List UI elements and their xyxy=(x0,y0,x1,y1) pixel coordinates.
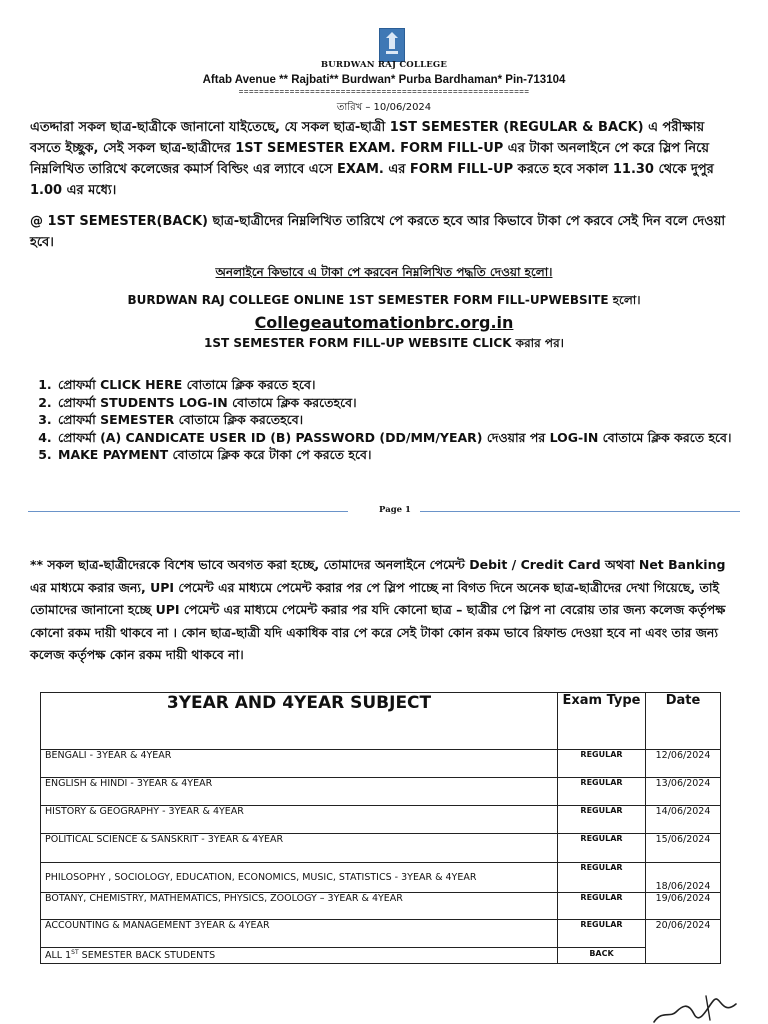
exam-type-cell: REGULAR xyxy=(558,778,646,806)
college-name: BURDWAN RAJ COLLEGE xyxy=(320,60,448,70)
subject-superscript: ST xyxy=(71,949,79,956)
table-row xyxy=(41,920,721,948)
notice-paragraph-3: ** সকল ছাত্র-ছাত্রীদেরকে বিশেষ ভাবে অবগত করা হচ্ছে, তোমাদের অনলাইনে পেমেন্ট Debit / Credit Card অথবা Net Banking এর মাধ্যমে করার জন্য, UPI পেমেন্ট এর মাধ্যমে পেমেন্ট করার পর পে স্লিপ পাচ্ছে না বিগত দিনে অনেক ছাত্র-ছাত্রীদের দেখা গিয়েছে, তাই তোমাদের জানানো হচ্ছে UPI পেমেন্ট এর মাধ্যমে পেমেন্ট করার পর যদি কোনো ছাত্র – ছাত্রীর পে স্লিপ না বেরোয় তার জন্য কলেজ কর্তৃপক্ষ কোনো রকম দায়ী থাকবে না । কোন ছাত্র-ছাত্রী যদি একাধিক বার পে করে সেই টাকা কোন রকম ভাবে রিফান্ড দেওয়া হবে না এবং তার জন্য কলেজ কর্তৃপক্ষ কোন রকম দায়ী থাকবে না। xyxy=(30,557,726,662)
steps-list xyxy=(38,376,766,464)
exam-type-header: Exam Type xyxy=(558,693,646,750)
step-item: 3. প্রোফর্মা SEMESTER বোতামে ক্লিক করতেহবে। xyxy=(56,411,766,429)
table-header-row xyxy=(41,693,721,750)
date-cell: 19/06/2024 xyxy=(646,893,721,920)
page-divider-right xyxy=(420,511,740,512)
exam-type-cell: BACK xyxy=(558,948,646,964)
subject-cell: ACCOUNTING & MANAGEMENT 3YEAR & 4YEAR xyxy=(41,920,558,948)
table-row xyxy=(41,834,721,863)
page-number: Page 1 xyxy=(379,505,411,515)
header-separator: ========================================================= xyxy=(238,88,530,97)
date-cell: 12/06/2024 xyxy=(646,750,721,778)
notice-date: তারিখ – 10/06/2024 xyxy=(336,102,432,113)
signature xyxy=(650,992,740,1024)
subject-cell: PHILOSOPHY , SOCIOLOGY, EDUCATION, ECONOMICS, MUSIC, STATISTICS - 3YEAR & 4YEAR xyxy=(41,863,558,893)
website-link[interactable]: Collegeautomationbrc.org.in xyxy=(254,313,514,332)
subject-cell: HISTORY & GEOGRAPHY - 3YEAR & 4YEAR xyxy=(41,806,558,834)
notice-paragraph-2: @ 1ST SEMESTER(BACK) ছাত্র-ছাত্রীদের নিম্নলিখিত তারিখে পে করতে হবে আর কিভাবে টাকা পে করবে সেই দিন বলে দেওয়া হবে। xyxy=(30,214,726,250)
subject-header: 3YEAR AND 4YEAR SUBJECT xyxy=(41,693,558,750)
date-cell: 20/06/2024 xyxy=(646,920,721,964)
date-cell: 18/06/2024 xyxy=(646,863,721,893)
website-line: BURDWAN RAJ COLLEGE ONLINE 1ST SEMESTER FORM FILL-UPWEBSITE হলো। xyxy=(127,293,641,307)
exam-type-cell: REGULAR xyxy=(558,834,646,863)
step-item: 2. প্রোফর্মা STUDENTS LOG-IN বোতামে ক্লিক করতেহবে। xyxy=(56,394,766,412)
online-payment-heading: অনলাইনে কিভাবে এ টাকা পে করবেন নিম্নলিখিত পদ্ধতি দেওয়া হলো। xyxy=(215,265,553,279)
subject-cell: POLITICAL SCIENCE & SANSKRIT - 3YEAR & 4YEAR xyxy=(41,834,558,863)
college-logo xyxy=(379,28,405,62)
exam-type-cell: REGULAR xyxy=(558,863,646,893)
notice-paragraph-1: এতদ্দারা সকল ছাত্র-ছাত্রীকে জানানো যাইতেছে, যে সকল ছাত্র-ছাত্রী 1ST SEMESTER (REGULAR & BACK) এ পরীক্ষায় বসতে ইচ্ছুক, সেই সকল ছাত্র-ছাত্রীদের 1ST SEMESTER EXAM. FORM FILL-UP এর টাকা অনলাইনে পে করে স্লিপ নিয়ে নিম্নলিখিত তারিখে কলেজের কমার্স বিল্ডিং এর ল্যাবে এসে EXAM. এর FORM FILL-UP করতে হবে সকাল 11.30 থেকে দুপুর 1.00 এর মধ্যে। xyxy=(30,120,714,198)
schedule-table xyxy=(40,692,721,964)
subject-cell: BOTANY, CHEMISTRY, MATHEMATICS, PHYSICS, ZOOLOGY – 3YEAR & 4YEAR xyxy=(41,893,558,920)
date-header: Date xyxy=(646,693,721,750)
table-row xyxy=(41,778,721,806)
date-cell: 14/06/2024 xyxy=(646,806,721,834)
exam-type-cell: REGULAR xyxy=(558,806,646,834)
table-row xyxy=(41,806,721,834)
date-cell: 15/06/2024 xyxy=(646,834,721,863)
exam-type-cell: REGULAR xyxy=(558,893,646,920)
table-row xyxy=(41,893,721,920)
subject-suffix: SEMESTER BACK STUDENTS xyxy=(78,950,216,962)
step-item: 1. প্রোফর্মা CLICK HERE বোতামে ক্লিক করতে হবে। xyxy=(56,376,766,394)
subject-prefix: ALL 1 xyxy=(45,950,72,962)
subject-cell xyxy=(41,948,558,964)
subject-cell: BENGALI - 3YEAR & 4YEAR xyxy=(41,750,558,778)
click-instruction: 1ST SEMESTER FORM FILL-UP WEBSITE CLICK করার পর। xyxy=(204,336,564,350)
table-row xyxy=(41,863,721,893)
page-divider-left xyxy=(28,511,348,512)
step-item: 4. প্রোফর্মা (A) CANDICATE USER ID (B) PASSWORD (DD/MM/YEAR) দেওয়ার পর LOG-IN বোতামে ক্লিক করতে হবে। xyxy=(56,429,766,447)
exam-type-cell: REGULAR xyxy=(558,920,646,948)
table-row xyxy=(41,948,721,964)
exam-type-cell: REGULAR xyxy=(558,750,646,778)
step-item: 5. MAKE PAYMENT বোতামে ক্লিক করে টাকা পে করতে হবে। xyxy=(56,446,766,464)
college-address: Aftab Avenue ** Rajbati** Burdwan* Purba Bardhaman* Pin-713104 xyxy=(202,74,566,86)
table-row xyxy=(41,750,721,778)
subject-cell: ENGLISH & HINDI - 3YEAR & 4YEAR xyxy=(41,778,558,806)
date-cell: 13/06/2024 xyxy=(646,778,721,806)
